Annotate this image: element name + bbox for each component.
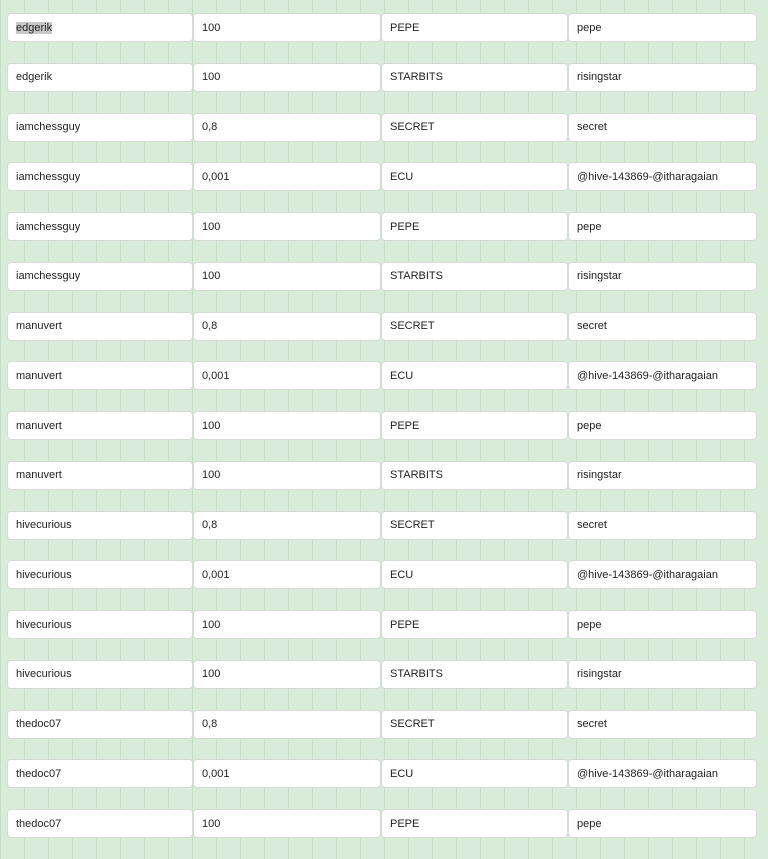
amount-cell[interactable]: 0,001 bbox=[193, 162, 381, 191]
table-row bbox=[7, 262, 757, 291]
table-row bbox=[7, 710, 757, 739]
token-cell[interactable]: SECRET bbox=[381, 113, 568, 142]
token-cell[interactable]: SECRET bbox=[381, 710, 568, 739]
table-row bbox=[7, 312, 757, 341]
memo-cell[interactable]: pepe bbox=[568, 212, 757, 241]
memo-cell[interactable]: secret bbox=[568, 511, 757, 540]
table-row bbox=[7, 511, 757, 540]
amount-cell[interactable]: 100 bbox=[193, 660, 381, 689]
token-cell[interactable]: PEPE bbox=[381, 13, 568, 42]
token-cell[interactable]: ECU bbox=[381, 560, 568, 589]
table-row bbox=[7, 660, 757, 689]
token-cell[interactable]: PEPE bbox=[381, 212, 568, 241]
memo-cell[interactable]: pepe bbox=[568, 809, 757, 838]
memo-cell[interactable]: @hive-143869-@itharagaian bbox=[568, 759, 757, 788]
username-cell[interactable]: iamchessguy bbox=[7, 262, 193, 291]
amount-cell[interactable]: 100 bbox=[193, 809, 381, 838]
table-row bbox=[7, 759, 757, 788]
memo-cell[interactable]: @hive-143869-@itharagaian bbox=[568, 162, 757, 191]
username-cell[interactable]: thedoc07 bbox=[7, 759, 193, 788]
amount-cell[interactable]: 100 bbox=[193, 262, 381, 291]
table-row bbox=[7, 212, 757, 241]
username-cell[interactable]: thedoc07 bbox=[7, 710, 193, 739]
table-row bbox=[7, 461, 757, 490]
memo-cell[interactable]: pepe bbox=[568, 610, 757, 639]
amount-cell[interactable]: 0,8 bbox=[193, 113, 381, 142]
amount-cell[interactable]: 100 bbox=[193, 212, 381, 241]
table-row bbox=[7, 361, 757, 390]
token-cell[interactable]: STARBITS bbox=[381, 660, 568, 689]
token-cell[interactable]: SECRET bbox=[381, 511, 568, 540]
memo-cell[interactable]: @hive-143869-@itharagaian bbox=[568, 560, 757, 589]
username-cell[interactable] bbox=[7, 13, 193, 42]
username-cell[interactable]: hivecurious bbox=[7, 660, 193, 689]
transfer-table bbox=[7, 13, 757, 859]
token-cell[interactable]: PEPE bbox=[381, 411, 568, 440]
memo-cell[interactable]: @hive-143869-@itharagaian bbox=[568, 361, 757, 390]
username-cell[interactable]: hivecurious bbox=[7, 560, 193, 589]
memo-cell[interactable]: risingstar bbox=[568, 63, 757, 92]
memo-cell[interactable]: secret bbox=[568, 710, 757, 739]
amount-cell[interactable]: 0,001 bbox=[193, 759, 381, 788]
username-cell[interactable]: iamchessguy bbox=[7, 162, 193, 191]
amount-cell[interactable]: 100 bbox=[193, 461, 381, 490]
memo-cell[interactable]: risingstar bbox=[568, 660, 757, 689]
amount-cell[interactable]: 0,001 bbox=[193, 361, 381, 390]
amount-cell[interactable]: 0,8 bbox=[193, 511, 381, 540]
token-cell[interactable]: STARBITS bbox=[381, 461, 568, 490]
amount-cell[interactable]: 0,001 bbox=[193, 560, 381, 589]
token-cell[interactable]: ECU bbox=[381, 162, 568, 191]
memo-cell[interactable]: pepe bbox=[568, 13, 757, 42]
table-row bbox=[7, 411, 757, 440]
table-row bbox=[7, 610, 757, 639]
username-cell[interactable]: manuvert bbox=[7, 411, 193, 440]
token-cell[interactable]: ECU bbox=[381, 361, 568, 390]
token-cell[interactable]: PEPE bbox=[381, 809, 568, 838]
username-cell[interactable]: manuvert bbox=[7, 312, 193, 341]
amount-cell[interactable]: 0,8 bbox=[193, 710, 381, 739]
table-row bbox=[7, 13, 757, 42]
table-row bbox=[7, 63, 757, 92]
table-row bbox=[7, 113, 757, 142]
amount-cell[interactable]: 100 bbox=[193, 610, 381, 639]
username-cell[interactable]: thedoc07 bbox=[7, 809, 193, 838]
username-cell[interactable]: iamchessguy bbox=[7, 212, 193, 241]
username-cell[interactable]: hivecurious bbox=[7, 511, 193, 540]
token-cell[interactable]: ECU bbox=[381, 759, 568, 788]
username-text-selected: edgerik bbox=[16, 21, 53, 34]
table-row bbox=[7, 560, 757, 589]
amount-cell[interactable]: 100 bbox=[193, 411, 381, 440]
table-row bbox=[7, 809, 757, 838]
token-cell[interactable]: STARBITS bbox=[381, 262, 568, 291]
username-cell[interactable]: manuvert bbox=[7, 361, 193, 390]
token-cell[interactable]: STARBITS bbox=[381, 63, 568, 92]
table-row bbox=[7, 162, 757, 191]
memo-cell[interactable]: secret bbox=[568, 113, 757, 142]
amount-cell[interactable]: 100 bbox=[193, 63, 381, 92]
username-cell[interactable]: iamchessguy bbox=[7, 113, 193, 142]
token-cell[interactable]: PEPE bbox=[381, 610, 568, 639]
memo-cell[interactable]: risingstar bbox=[568, 461, 757, 490]
amount-cell[interactable]: 0,8 bbox=[193, 312, 381, 341]
memo-cell[interactable]: risingstar bbox=[568, 262, 757, 291]
token-cell[interactable]: SECRET bbox=[381, 312, 568, 341]
memo-cell[interactable]: pepe bbox=[568, 411, 757, 440]
amount-cell[interactable]: 100 bbox=[193, 13, 381, 42]
username-cell[interactable]: manuvert bbox=[7, 461, 193, 490]
username-cell[interactable]: hivecurious bbox=[7, 610, 193, 639]
memo-cell[interactable]: secret bbox=[568, 312, 757, 341]
username-cell[interactable]: edgerik bbox=[7, 63, 193, 92]
